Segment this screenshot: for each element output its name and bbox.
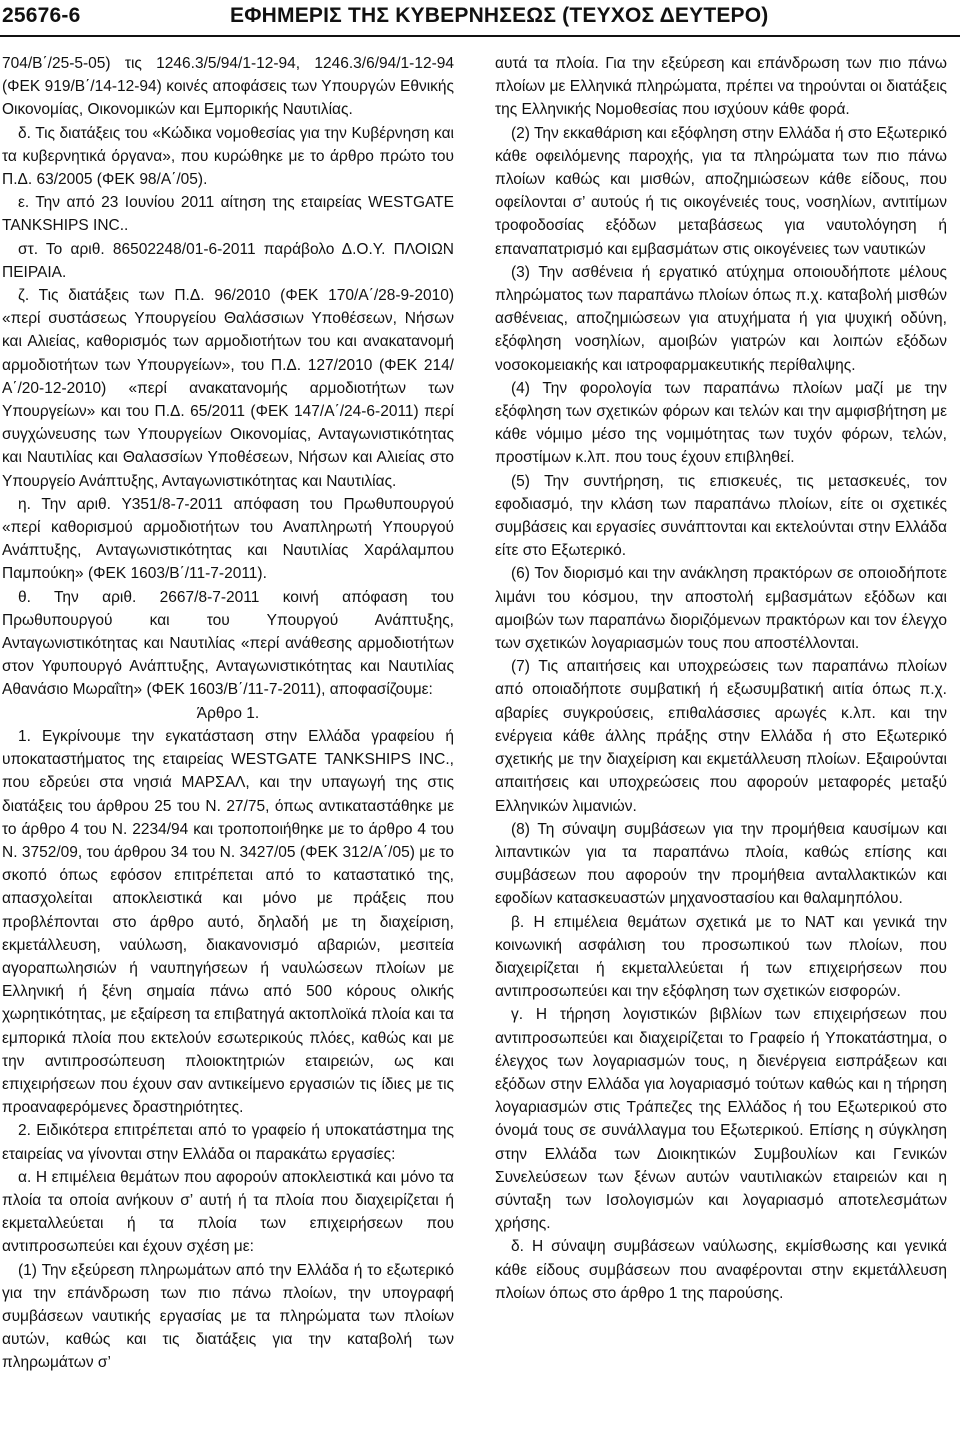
paragraph: (2) Την εκκαθάριση και εξόφληση στην Ελλάδα ή στο Εξωτερικό κάθε οφειλόμενης παροχής, για τα πληρώματα των πιο πάνω πλοίων καθώς και μισθών, αποζημιώσεων κάθε είδους, που οφείλονται σ’ αυτούς ή τις οικογένειές τους, νοσηλίων, αντιτίμων τροφοδοσίας εξόδων μεταβάσεως για ναυτολόγηση ή επαναπατρισμό και εμβασμάτων στις οικογένειες των ναυτικών: [495, 124, 947, 258]
paragraph: στ. Το αριθ. 86502248/01-6-2011 παράβολο Δ.Ο.Υ. ΠΛΟΙΩΝ ΠΕΙΡΑΙΑ.: [2, 240, 454, 281]
paragraph: β. Η επιμέλεια θεμάτων σχετικά με το ΝΑΤ και γενικά την κοινωνική ασφάλιση του προσωπικού των πλοίων, που διαχειρίζεται ή εκμεταλλεύεται ή των επιχειρήσεων που αντιπροσωπεύει και την εξόφληση των σχετικών εισφορών.: [495, 913, 947, 1001]
paragraph: ε. Την από 23 Ιουνίου 2011 αίτηση της εταιρείας WESTGATE TANKSHIPS INC..: [2, 194, 454, 235]
paragraph: (5) Την συντήρηση, τις επισκευές, τις μετασκευές, τον εφοδιασμό, την κλάση των παραπάνω πλοίων, είτε οι σχετικές συμβάσεις και εργασίες συνάπτονται και εκτελούνται στην Ελλάδα είτε στο Εξωτερικό.: [495, 472, 947, 560]
paragraph: 1. Εγκρίνουμε την εγκατάσταση στην Ελλάδα γραφείου ή υποκαταστήματος της εταιρείας WESTGATE TANKSHIPS INC., που εδρεύει στα νησιά ΜΑΡΣΑΛ, και την υπαγωγή της στις διατάξεις του άρθρου 25 του Ν. 27/75, όπως αντικαταστάθηκε με το άρθρο 4 του Ν. 2234/94 και τροποποιήθηκε με το άρθρο 4 του Ν. 3752/09, του άρθρου 34 του Ν. 3427/05 (ΦΕΚ 312/Α΄/05) με το σκοπό όπως εφόσον επιτρέπεται από το καταστατικό της, απασχολείται αποκλειστικά και μόνο με πράξεις που προβλέπονται στο άρθρο αυτό, δηλαδή με τη διαχείριση, εκμετάλλευση, ναύλωση, διακανονισμό αβαριών, μεσιτεία αγοραπωλησιών ή ναυπηγήσεων ή ναυλώσεων πλοίων με Ελληνική ή ξένη σημαία πάνω από 500 κόρους ολικής χωρητικότητας, με εξαίρεση τα επιβατηγά ακτοπλοϊκά πλοία και τα εμπορικά πλοία που εκτελούν εσωτερικούς πλόες, καθώς και με την αντιπροσώπευση πλοιοκτητριών εταιρειών, ως και επιχειρήσεων που έχουν σαν αντικείμενο εργασιών τις ίδιες με τις προαναφερόμενες δραστηριότητες.: [2, 727, 454, 1117]
paragraph: (6) Τον διορισμό και την ανάκληση πρακτόρων σε οποιοδήποτε λιμάνι του κόσμου, την αποστολή εμβασμάτων εξόδων και αμοιβών των παραπάνω διοριζόμενων πρακτόρων και τον έλεγχο των σχετικών λογαριασμών τους που αποστέλλονται.: [495, 565, 947, 653]
paragraph: 704/Β΄/25-5-05) τις 1246.3/5/94/1-12-94, 1246.3/6/94/1-12-94 (ΦΕΚ 919/Β΄/14-12-94) κοινές αποφάσεις των Υπουργών Εθνικής Οικονομίας, Οικονομικών και Εμπορικής Ναυτιλίας.: [2, 55, 454, 119]
article-heading: Άρθρο 1.: [196, 704, 260, 722]
paragraph: (8) Τη σύναψη συμβάσεων για την προμήθεια καυσίμων και λιπαντικών για τα παραπάνω πλοία, καθώς επίσης και συμβάσεων που αφορούν την προμήθεια ανταλλακτικών και εφοδίων κατασκευαστών μηχανοστασίου και θαλαμηπόλου.: [495, 820, 947, 908]
header-rule: [0, 35, 960, 37]
paragraph: ζ. Τις διατάξεις των Π.Δ. 96/2010 (ΦΕΚ 170/Α΄/28-9-2010) «περί συστάσεως Υπουργείου Θαλάσσιων Υποθέσεων, Νήσων και Αλιείας, καθορισμός των αρμοδιοτήτων του και ανακατανομή αρμοδιοτήτων των Υπουργείων», του Π.Δ. 127/2010 (ΦΕΚ 214/Α΄/20-12-2010) «περί ανακατανομής αρμοδιοτήτων των Υπουργείων» και του Π.Δ. 65/2011 (ΦΕΚ 147/Α΄/24-6-2011) περί συγχώνευσης των Υπουργείων Οικονομίας, Ανταγωνιστικότητας και Ναυτιλίας και Θαλασσίων Υποθέσεων, Νήσων και Αλιείας στο Υπουργείο Ανάπτυξης, Ανταγωνιστικότητας και Ναυτιλίας.: [2, 287, 454, 490]
paragraph: 2. Ειδικότερα επιτρέπεται από το γραφείο ή υποκατάστημα της εταιρείας να γίνονται στην Ελλάδα οι παρακάτω εργασίες:: [2, 1122, 454, 1163]
left-column: [2, 52, 454, 1375]
page-number: 25676-6: [2, 4, 81, 27]
paragraph: (3) Την ασθένεια ή εργατικό ατύχημα οποιουδήποτε μέλους πληρώματος των παραπάνω πλοίων όπως π.χ. καταβολή μισθών ασθένειας, αποζημιώσεων για ατυχήματα ή για ψυχική οδύνη, εξόφληση νοσηλίων, αμοιβών γιατρών και λοιπών εξόδων νοσοκομειακής και ιατροφαρμακευτικής περίθαλψης.: [495, 263, 947, 374]
paragraph: δ. Τις διατάξεις του «Κώδικα νομοθεσίας για την Κυβέρνηση και τα κυβερνητικά όργανα», που κυρώθηκε με το άρθρο πρώτο του Π.Δ. 63/2005 (ΦΕΚ 98/Α΄/05).: [2, 124, 454, 189]
right-column: [495, 52, 947, 1305]
paragraph: (4) Την φορολογία των παραπάνω πλοίων μαζί με την εξόφληση των σχετικών φόρων και τελών και την αμφισβήτηση με κάθε νόμιμο μέσο της νομιμότητας των τυχόν φόρων, τελών, προστίμων κ.λπ. που τους έχουν επιβληθεί.: [495, 379, 947, 467]
paragraph: (1) Την εξεύρεση πληρωμάτων από την Ελλάδα ή το εξωτερικό για την επάνδρωση των πιο πάνω πλοίων, την υπογραφή συμβάσεων ναυτικής εργασίας με τα πληρώματα των πλοίων αυτών, καθώς και τις διατάξεις για την καταβολή των πληρωμάτων σ’: [2, 1261, 454, 1372]
paragraph: η. Την αριθ. Υ351/8-7-2011 απόφαση του Πρωθυπουργού «περί καθορισμού αρμοδιοτήτων του Αναπληρωτή Υπουργού Ανάπτυξης, Ανταγωνιστικότητας και Ναυτιλίας Χαράλαμπου Παμπούκη» (ΦΕΚ 1603/Β΄/11-7-2011).: [2, 495, 454, 583]
gazette-title: ΕΦΗΜΕΡΙΣ ΤΗΣ ΚΥΒΕΡΝΗΣΕΩΣ (ΤΕΥΧΟΣ ΔΕΥΤΕΡΟ): [230, 4, 769, 27]
page-header: [0, 0, 960, 44]
paragraph: (7) Τις απαιτήσεις και υποχρεώσεις των παραπάνω πλοίων από οποιαδήποτε συμβατική ή εξωσυμβατική αιτία όπως π.χ. αβαρίες συγκρούσεις, επιθαλάσσιες αρωγές κ.λπ. και την ενέργεια κάθε άλλης πράξης στην Ελλάδα ή στο Εξωτερικό σχετικής με την διαχείριση και εκμετάλλευση πλοίων. Εξαιρούνται απαιτήσεις και υποχρεώσεις που αφορούν μεταφορές μεταξύ Ελληνικών λιμανιών.: [495, 658, 947, 815]
paragraph: θ. Την αριθ. 2667/8-7-2011 κοινή απόφαση του Πρωθυπουργού και του Υπουργού Ανάπτυξης, Ανταγωνιστικότητας και Ναυτιλίας «περί ανάθεσης αρμοδιοτήτων στον Υφυπουργό Ανάπτυξης, Ανταγωνιστικότητας και Ναυτιλίας Αθανάσιο Μωραΐτη» (ΦΕΚ 1603/Β΄/11-7-2011), αποφασίζουμε:: [2, 588, 454, 699]
paragraph: α. Η επιμέλεια θεμάτων που αφορούν αποκλειστικά και μόνο τα πλοία τα οποία ανήκουν σ’ αυτή ή τα πλοία που διαχειρίζεται ή εκμεταλλεύεται ή τα πλοία των επιχειρήσεων που αντιπροσωπεύει και έχουν σχέση με:: [2, 1168, 454, 1256]
paragraph: δ. Η σύναψη συμβάσεων ναύλωσης, εκμίσθωσης και γενικά κάθε είδους συμβάσεων που αναφέρονται στην εκμετάλλευση πλοίων όπως στο άρθρο 1 της παρούσης.: [495, 1238, 947, 1302]
paragraph: αυτά τα πλοία. Για την εξεύρεση και επάνδρωση των πιο πάνω πλοίων με Ελληνικά πληρώματα, πρέπει να τηρούνται οι διατάξεις της Ελληνικής Νομοθεσίας που ισχύουν κάθε φορά.: [495, 55, 947, 119]
paragraph: γ. Η τήρηση λογιστικών βιβλίων των επιχειρήσεων που αντιπροσωπεύει και διαχειρίζεται το Γραφείο ή Υποκατάστημα, ο έλεγχος των λογαριασμών τους, η διενέργεια εισπράξεων και εξόδων στην Ελλάδα για λογαριασμό τούτων καθώς και η τήρηση λογαριασμών στις Τράπεζες της Ελλάδος ή του Εξωτερικού στο όνομά τους σε συνάλλαγμα του Εξωτερικού. Επίσης η σύγκληση στην Ελλάδα των Διοικητικών Συμβουλίων και Γενικών Συνελεύσεων των ξένων αυτών ναυτιλιακών εταιρειών και η σύνταξη των Ισολογισμών και λογαριασμό αποτελεσμάτων χρήσης.: [495, 1006, 947, 1233]
